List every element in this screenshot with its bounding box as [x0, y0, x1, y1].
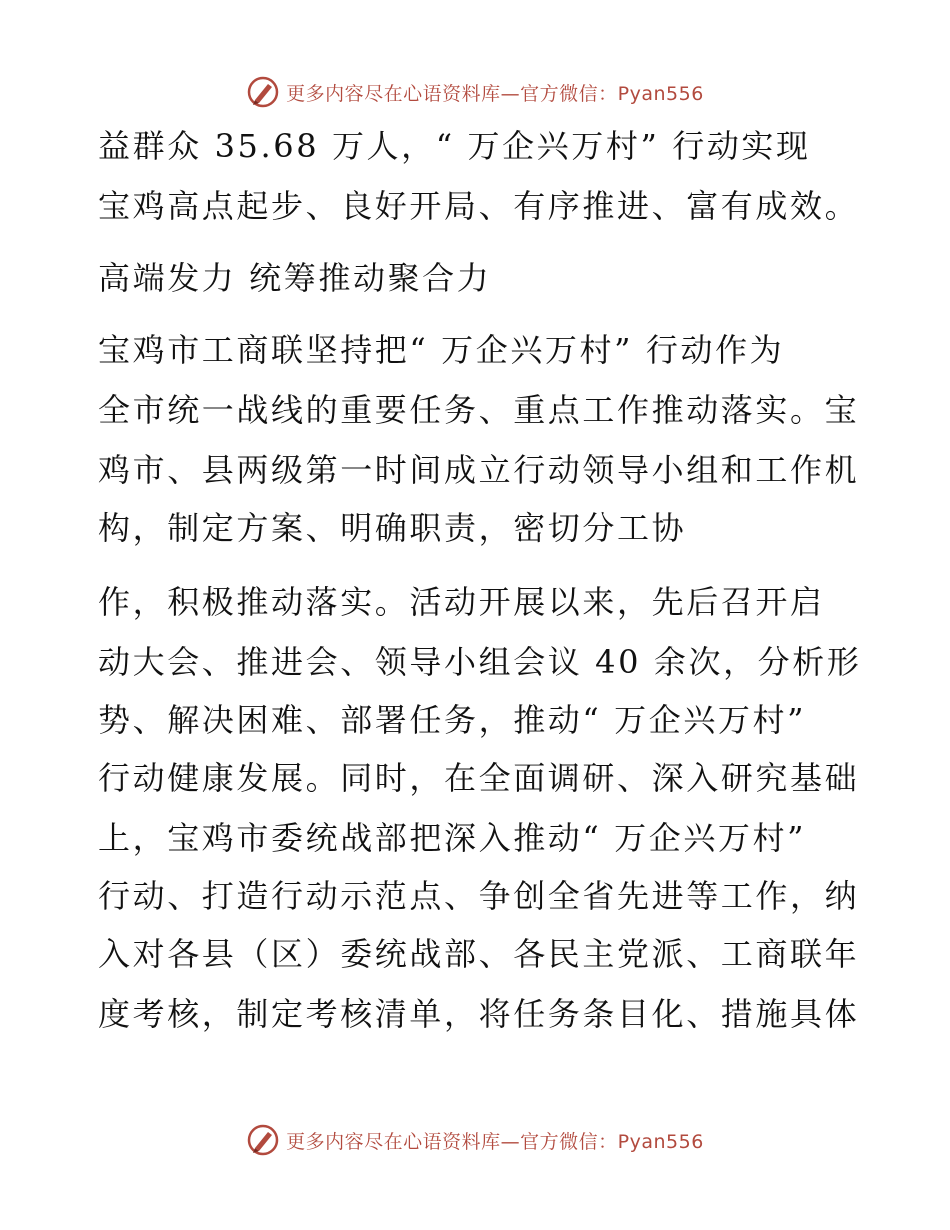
- text-line: 上，宝鸡市委统战部把深入推动“ 万企兴万村”: [98, 819, 807, 857]
- text-line: 势、解决困难、部署任务，推动“ 万企兴万村”: [98, 701, 807, 739]
- text-line: 构，制定方案、明确职责，密切分工协: [98, 509, 687, 547]
- text-line: 入对各县（区）委统战部、各民主党派、工商联年: [98, 935, 860, 973]
- text-line: 动大会、推进会、领导小组会议 40 余次，分析形: [98, 643, 862, 681]
- section-heading: 高端发力 统筹推动聚合力: [98, 259, 492, 297]
- watermark-text: 更多内容尽在心语资料库—官方微信：Pyan556: [286, 82, 704, 105]
- text-line: 度考核，制定考核清单，将任务条目化、措施具体: [98, 995, 860, 1033]
- pen-logo-icon: [246, 75, 280, 109]
- text-line: 鸡市、县两级第一时间成立行动领导小组和工作机: [98, 451, 860, 489]
- text-line: 益群众 35.68 万人，“ 万企兴万村” 行动实现: [98, 127, 811, 165]
- header-watermark: [0, 72, 950, 112]
- text-line: 行动健康发展。同时，在全面调研、深入研究基础: [98, 759, 860, 797]
- pen-logo-icon: [246, 1123, 280, 1157]
- watermark-text: 更多内容尽在心语资料库—官方微信：Pyan556: [286, 1130, 704, 1153]
- text-line: 作，积极推动落实。活动开展以来，先后召开启: [98, 583, 825, 621]
- footer-watermark: [0, 1120, 950, 1160]
- text-line: 行动、打造行动示范点、争创全省先进等工作，纳: [98, 877, 860, 915]
- text-line: 宝鸡市工商联坚持把“ 万企兴万村” 行动作为: [98, 331, 785, 369]
- text-line: 宝鸡高点起步、良好开局、有序推进、富有成效。: [98, 187, 860, 225]
- text-line: 全市统一战线的重要任务、重点工作推动落实。宝: [98, 391, 860, 429]
